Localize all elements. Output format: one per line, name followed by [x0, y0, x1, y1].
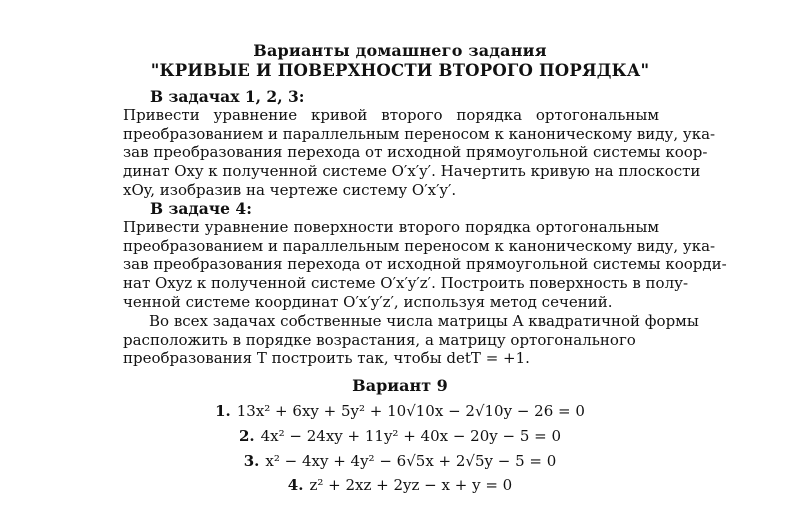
- equation-2: [0, 427, 800, 445]
- text-line: xOy, изобразив на чертеже систему O′x′y′.: [123, 180, 457, 199]
- text-line: динат Oxy к полученной системе O′x′y′. Начертить кривую на плоскости: [123, 162, 701, 181]
- text-line: преобразованием и параллельным переносом к каноническому виду, ука-: [123, 124, 716, 143]
- text-line: ченной системе координат O′x′y′z′, используя метод сечений.: [123, 292, 613, 311]
- text-line: Привести уравнение кривой второго порядка ортогональным: [123, 106, 659, 124]
- text-line: зав преобразования перехода от исходной прямоугольной системы коор-: [123, 143, 708, 162]
- document-subtitle: "КРИВЫЕ И ПОВЕРХНОСТИ ВТОРОГО ПОРЯДКА": [150, 61, 650, 80]
- section1-heading: В задачах 1, 2, 3:: [150, 87, 305, 106]
- equation-number: 2.: [238, 427, 255, 445]
- equation-text: 13x² + 6xy + 5y² + 10√10x − 2√10y − 26 = 0: [236, 402, 585, 420]
- equation-number: 1.: [215, 402, 231, 420]
- text-line: Привести уравнение поверхности второго порядка ортогональным: [123, 218, 659, 236]
- text-line: Во всех задачах собственные числа матрицы A квадратичной формы: [149, 312, 699, 330]
- equation-3: [0, 452, 800, 470]
- text-line: нат Oxyz к полученной системе O′x′y′z′. Построить поверхность в полу-: [123, 274, 689, 293]
- text-line: зав преобразования перехода от исходной прямоугольной системы коорди-: [123, 255, 727, 274]
- section3-paragraph: [123, 312, 699, 368]
- equation-1: [0, 402, 800, 420]
- text-line: преобразованием и параллельным переносом к каноническому виду, ука-: [123, 236, 716, 255]
- section1-paragraph: [123, 106, 716, 199]
- equation-text: x² − 4xy + 4y² − 6√5x + 2√5y − 5 = 0: [265, 452, 557, 470]
- equation-4: [0, 476, 800, 494]
- section2-paragraph: [123, 218, 727, 311]
- section2-heading: В задаче 4:: [150, 199, 252, 218]
- variant-title: Вариант 9: [352, 376, 448, 395]
- text-line: преобразования T построить так, чтобы detT = +1.: [123, 349, 530, 368]
- equation-number: 4.: [287, 476, 304, 494]
- equation-number: 3.: [243, 452, 260, 470]
- equation-text: 4x² − 24xy + 11y² + 40x − 20y − 5 = 0: [260, 427, 562, 445]
- document-title: Варианты домашнего задания: [253, 41, 547, 60]
- equation-text: z² + 2xz + 2yz − x + y = 0: [309, 476, 513, 494]
- text-line: расположить в порядке возрастания, а матрицу ортогонального: [123, 330, 636, 349]
